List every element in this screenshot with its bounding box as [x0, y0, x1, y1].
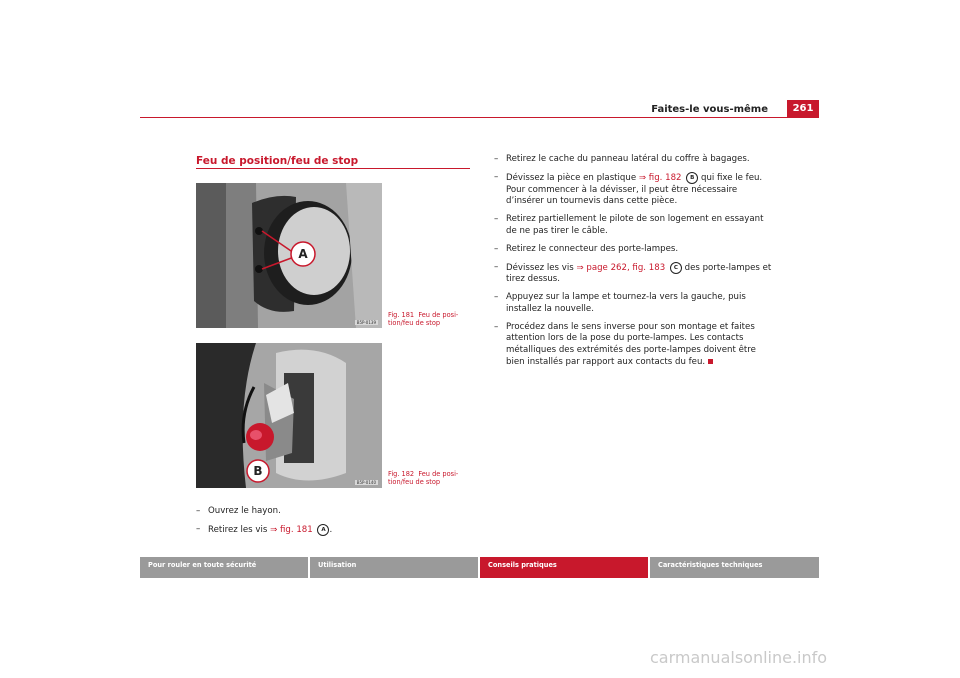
footer-tab-practical-tips[interactable] — [480, 557, 648, 578]
figure-181-image — [196, 183, 382, 328]
step-remove-cover — [494, 154, 772, 166]
figure-182-caption — [388, 470, 478, 486]
step-text: Retirez les vis — [208, 524, 271, 535]
page-number: 261 — [787, 100, 819, 118]
step-text: Retirez le connecteur des porte-lampes. — [506, 243, 679, 254]
step-text: qui fixe le feu. Pour commencer à la dévisser, il peut être nécessaire d’insérer un tournevis dans cette pièce. — [506, 172, 763, 207]
footer-tab-label: Conseils pratiques — [488, 561, 557, 569]
step-remove-screws — [196, 524, 466, 537]
left-step-list — [196, 506, 466, 543]
footer-tab-label: Caractéristiques techniques — [658, 561, 763, 569]
figure-182-image — [196, 343, 382, 488]
step-unscrew-lamp-holders — [494, 262, 772, 286]
step-remove-connector — [494, 244, 772, 256]
step-text: Procédez dans le sens inverse pour son montage et faites attention lors de la pose du porte-lampes. Les contacts métalliques des extrémités des porte-lampes doivent être bien installés par rapport aux contacts du feu. — [506, 321, 756, 367]
callout-badge: C — [670, 262, 682, 274]
callout-badge: B — [686, 172, 698, 184]
step-text: Dévissez la pièce en plastique — [506, 172, 639, 183]
footer-tab-technical-specs[interactable] — [650, 557, 819, 578]
section-end-icon — [708, 359, 713, 364]
running-header-title: Faites-le vous-même — [651, 104, 768, 115]
header-rule — [140, 117, 819, 118]
step-replace-bulb — [494, 292, 772, 315]
footer-tab-safety[interactable] — [140, 557, 308, 578]
step-text: Ouvrez le hayon. — [208, 506, 281, 516]
watermark: carmanualsonline.info — [650, 648, 828, 667]
right-step-list — [494, 154, 772, 375]
figure-182-marker: B — [253, 464, 263, 478]
figure-182-caption-line1: Feu de posi- — [418, 470, 459, 478]
figure-181-caption-line2: tion/feu de stop — [388, 319, 441, 327]
figure-ref-link[interactable]: fig. 182 — [646, 172, 682, 183]
footer-tab-usage[interactable] — [310, 557, 478, 578]
step-open-tailgate — [196, 506, 466, 518]
arrow-icon: ⇒ — [270, 524, 278, 535]
footer-tab-label: Pour rouler en toute sécurité — [148, 561, 257, 569]
step-text: des porte-lampes et tirez dessus. — [506, 262, 772, 285]
step-text: Dévissez les vis — [506, 262, 577, 273]
step-text: Appuyez sur la lampe et tournez-la vers la gauche, puis installez la nouvelle. — [506, 292, 746, 314]
step-reassemble — [494, 322, 772, 368]
step-text: Retirez le cache du panneau latéral du coffre à bagages. — [506, 154, 750, 164]
step-text: Retirez partiellement le pilote de son logement en essayant de ne pas tirer le câble. — [506, 214, 764, 236]
figure-182-label: Fig. 182 — [388, 470, 415, 478]
figure-181-marker: A — [298, 247, 308, 261]
figure-181-code: B5P-0139 — [356, 320, 376, 325]
figure-181-label: Fig. 181 — [388, 311, 415, 319]
figure-ref-link[interactable]: fig. 181 — [277, 524, 313, 535]
step-unscrew-plastic-piece — [494, 172, 772, 208]
section-title: Feu de position/feu de stop — [196, 155, 359, 167]
arrow-icon: ⇒ — [638, 172, 647, 183]
step-text-end: . — [329, 524, 333, 535]
page-ref-link[interactable]: page 262, fig. 183 — [583, 262, 666, 273]
section-rule — [196, 168, 470, 169]
figure-182-caption-line2: tion/feu de stop — [388, 478, 441, 486]
step-remove-unit — [494, 214, 772, 237]
figure-181-caption-line1: Feu de posi- — [418, 311, 459, 319]
figure-182-code: B5P-0140 — [356, 480, 376, 485]
figure-181-caption — [388, 311, 478, 327]
callout-badge: A — [317, 524, 329, 536]
arrow-icon: ⇒ — [576, 262, 584, 273]
footer-tab-label: Utilisation — [318, 561, 357, 569]
